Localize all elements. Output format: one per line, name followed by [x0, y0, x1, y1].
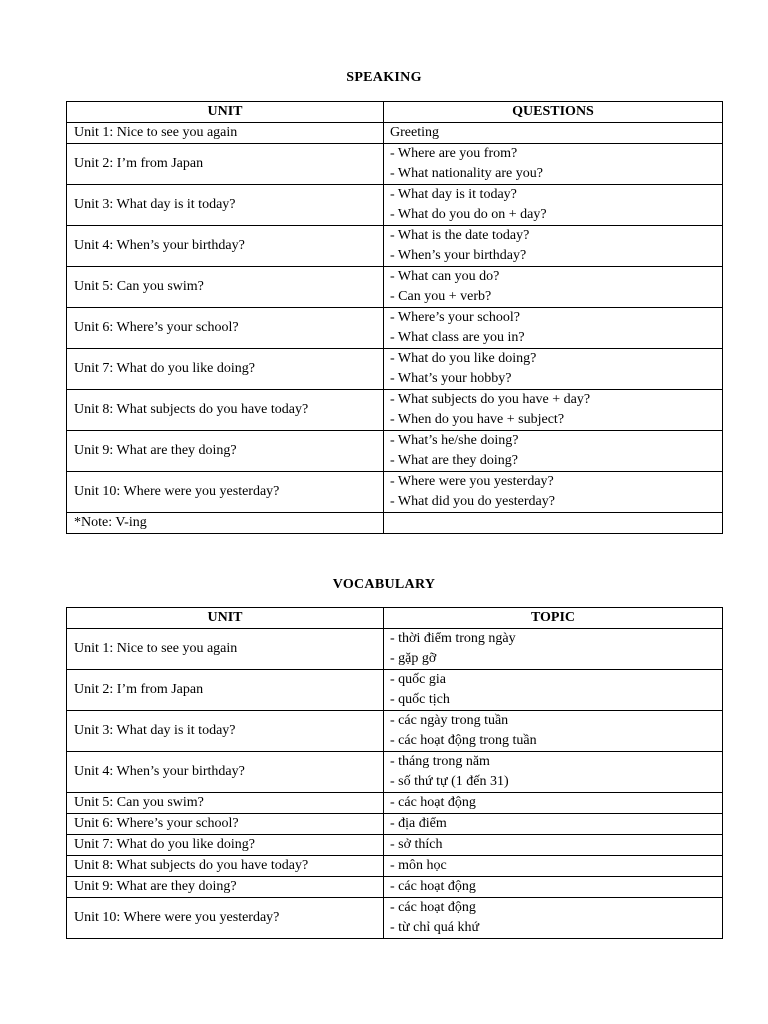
table-row [67, 670, 723, 711]
topic-cell [384, 835, 723, 856]
topic-cell [384, 793, 723, 814]
table-row [67, 856, 723, 877]
topic-item: - địa điểm [390, 816, 447, 831]
topic-item: - các hoạt động [390, 795, 476, 810]
question-item: - What day is it today? [390, 187, 517, 202]
topic-item: - các hoạt động trong tuần [390, 733, 537, 748]
unit-cell: Unit 4: When’s your birthday? [67, 752, 384, 793]
question-item: Greeting [390, 125, 439, 140]
unit-cell: Unit 5: Can you swim? [67, 793, 384, 814]
questions-cell [384, 123, 723, 144]
table-row [67, 513, 723, 534]
topic-cell [384, 856, 723, 877]
table-row [67, 431, 723, 472]
topic-item: - thời điểm trong ngày [390, 631, 516, 646]
questions-cell [384, 226, 723, 267]
question-item: - What nationality are you? [390, 166, 543, 181]
topic-item: - gặp gỡ [390, 651, 437, 666]
table-row [67, 267, 723, 308]
unit-cell: Unit 8: What subjects do you have today? [67, 856, 384, 877]
table-row [67, 793, 723, 814]
unit-cell: Unit 5: Can you swim? [67, 267, 384, 308]
question-item: - What do you do on + day? [390, 207, 547, 222]
unit-cell: Unit 9: What are they doing? [67, 431, 384, 472]
topic-cell [384, 898, 723, 939]
question-item: - What’s your hobby? [390, 371, 512, 386]
topic-item: - các hoạt động [390, 900, 476, 915]
topic-cell [384, 877, 723, 898]
speaking-table [66, 101, 723, 534]
question-item: - What class are you in? [390, 330, 525, 345]
column-header-unit: UNIT [67, 102, 384, 123]
topic-item: - quốc gia [390, 672, 446, 687]
topic-item: - sở thích [390, 837, 443, 852]
question-item: - What did you do yesterday? [390, 494, 555, 509]
questions-cell [384, 390, 723, 431]
topic-item: - các hoạt động [390, 879, 476, 894]
table-row [67, 752, 723, 793]
table-row [67, 814, 723, 835]
question-item: - What do you like doing? [390, 351, 537, 366]
unit-cell: Unit 3: What day is it today? [67, 711, 384, 752]
question-item: - What is the date today? [390, 228, 530, 243]
topic-item: - tháng trong năm [390, 754, 490, 769]
table-row [67, 629, 723, 670]
question-item: - Can you + verb? [390, 289, 492, 304]
table-row [67, 711, 723, 752]
question-item: - What subjects do you have + day? [390, 392, 591, 407]
topic-item: - số thứ tự (1 đến 31) [390, 774, 509, 789]
table-row [67, 144, 723, 185]
topic-item: - môn học [390, 858, 447, 873]
question-item: - Where are you from? [390, 146, 518, 161]
topic-item: - từ chỉ quá khứ [390, 920, 480, 935]
unit-cell: *Note: V-ing [67, 513, 384, 534]
unit-cell: Unit 1: Nice to see you again [67, 629, 384, 670]
table-header-row [67, 608, 723, 629]
questions-cell [384, 308, 723, 349]
vocabulary-title: VOCABULARY [332, 577, 436, 592]
questions-cell [384, 185, 723, 226]
question-item: - What can you do? [390, 269, 500, 284]
questions-cell [384, 472, 723, 513]
table-row [67, 835, 723, 856]
table-row [67, 123, 723, 144]
table-row [67, 308, 723, 349]
questions-cell [384, 349, 723, 390]
question-item: - What are they doing? [390, 453, 519, 468]
questions-cell [384, 144, 723, 185]
unit-cell: Unit 9: What are they doing? [67, 877, 384, 898]
column-header-unit: UNIT [67, 608, 384, 629]
unit-cell: Unit 7: What do you like doing? [67, 835, 384, 856]
unit-cell: Unit 6: Where’s your school? [67, 308, 384, 349]
vocabulary-table [66, 607, 723, 939]
questions-cell [384, 267, 723, 308]
topic-cell [384, 670, 723, 711]
topic-cell [384, 752, 723, 793]
table-header-row [67, 102, 723, 123]
topic-cell [384, 814, 723, 835]
unit-cell: Unit 6: Where’s your school? [67, 814, 384, 835]
unit-cell: Unit 10: Where were you yesterday? [67, 472, 384, 513]
table-row [67, 472, 723, 513]
topic-cell [384, 711, 723, 752]
unit-cell: Unit 7: What do you like doing? [67, 349, 384, 390]
table-row [67, 898, 723, 939]
unit-cell: Unit 10: Where were you yesterday? [67, 898, 384, 939]
table-row [67, 390, 723, 431]
unit-cell: Unit 4: When’s your birthday? [67, 226, 384, 267]
unit-cell: Unit 3: What day is it today? [67, 185, 384, 226]
table-row [67, 226, 723, 267]
question-item: - When do you have + subject? [390, 412, 565, 427]
question-item: - Where’s your school? [390, 310, 520, 325]
table-row [67, 349, 723, 390]
unit-cell: Unit 8: What subjects do you have today? [67, 390, 384, 431]
table-row [67, 185, 723, 226]
topic-item: - các ngày trong tuần [390, 713, 509, 728]
question-item: - When’s your birthday? [390, 248, 527, 263]
unit-cell: Unit 1: Nice to see you again [67, 123, 384, 144]
unit-cell: Unit 2: I’m from Japan [67, 144, 384, 185]
question-item: - What’s he/she doing? [390, 433, 519, 448]
questions-cell [384, 431, 723, 472]
topic-item: - quốc tịch [390, 692, 450, 707]
column-header-topic: TOPIC [384, 608, 723, 629]
column-header-questions: QUESTIONS [384, 102, 723, 123]
unit-cell: Unit 2: I’m from Japan [67, 670, 384, 711]
question-item: - Where were you yesterday? [390, 474, 554, 489]
topic-cell [384, 629, 723, 670]
table-row [67, 877, 723, 898]
speaking-title: SPEAKING [346, 70, 422, 85]
questions-cell [384, 513, 723, 534]
